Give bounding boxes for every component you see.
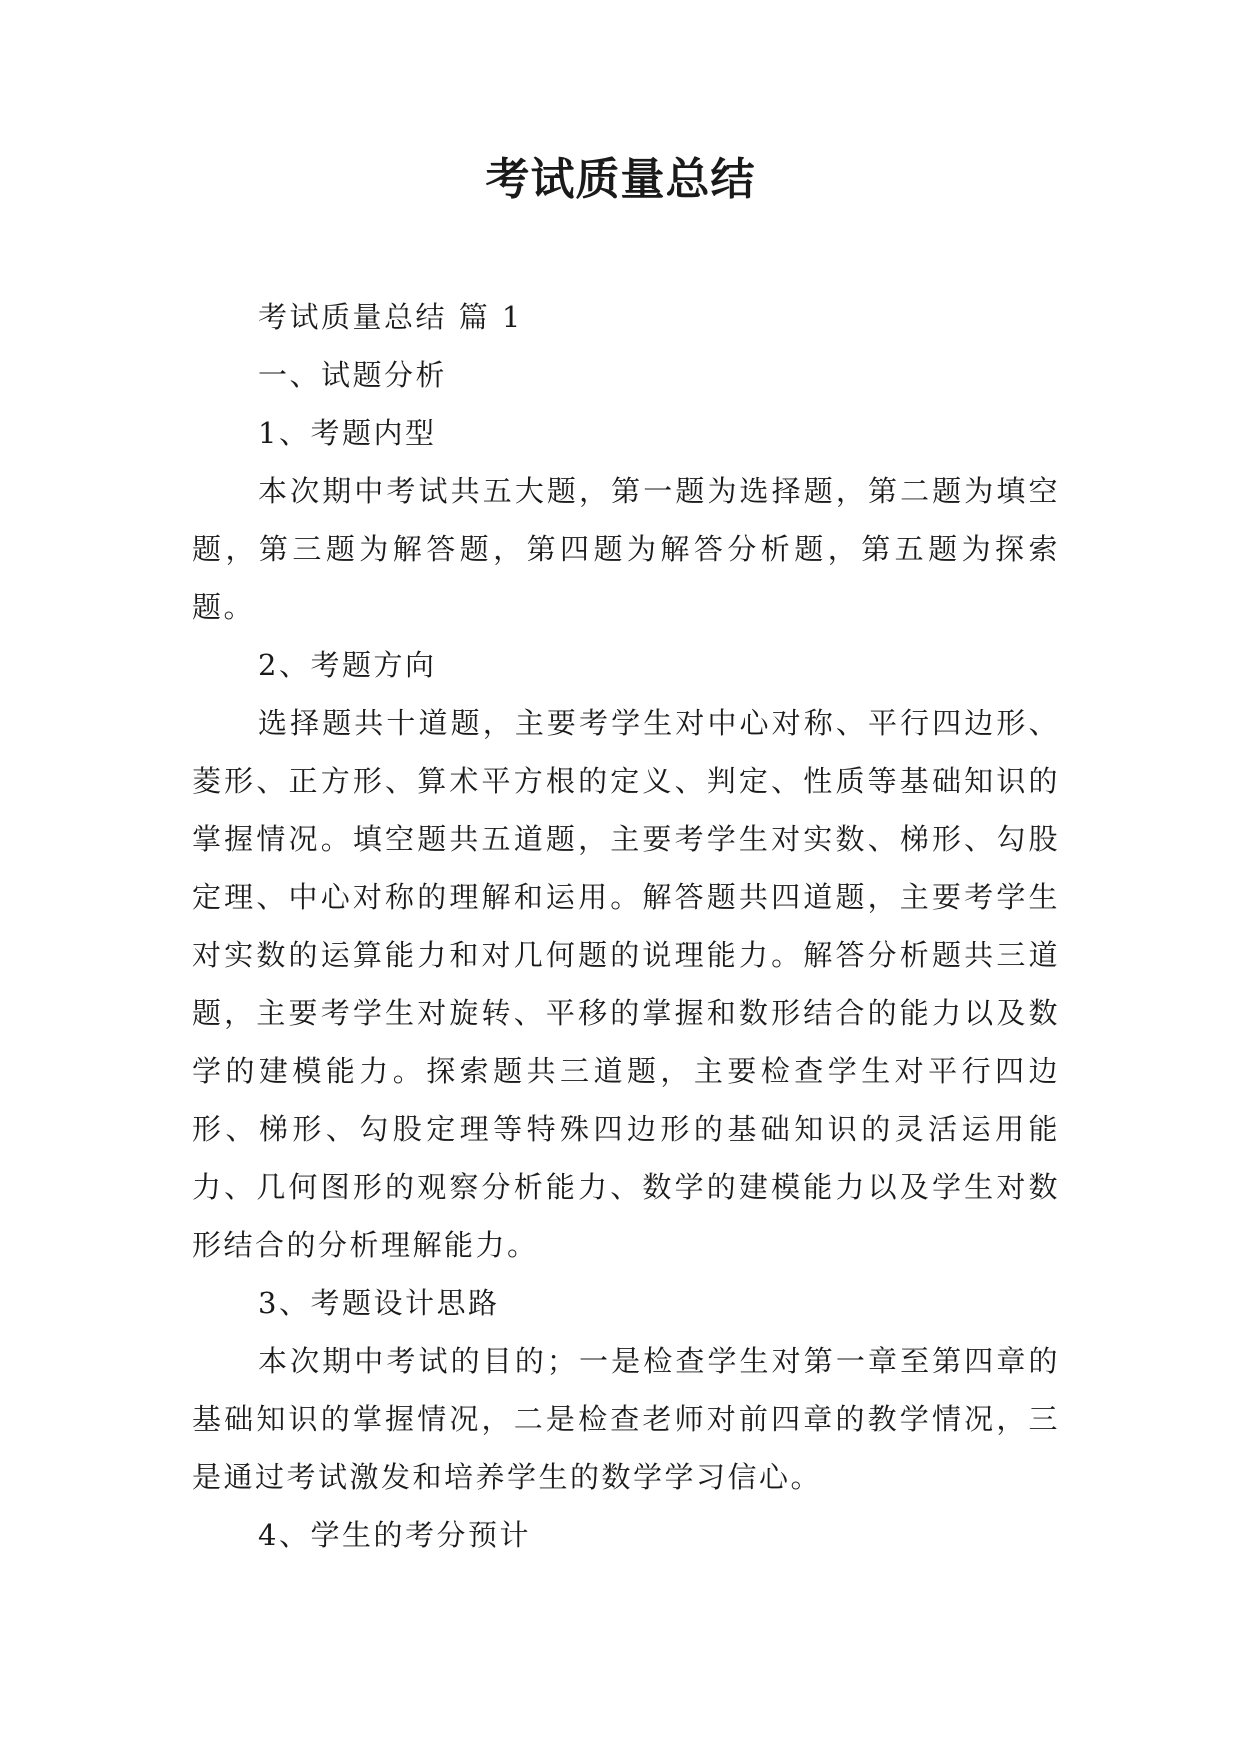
paragraph-design-approach: 本次期中考试的目的；一是检查学生对第一章至第四章的基础知识的掌握情况，二是检查老师对前四章的教学情况，三是通过考试激发和培养学生的数学学习信心。: [192, 1344, 1060, 1494]
paragraph-question-types: 本次期中考试共五大题，第一题为选择题，第二题为填空题，第三题为解答题，第四题为解答分析题，第五题为探索题。: [192, 474, 1060, 624]
document-body: [192, 288, 1060, 1564]
subheading-score-estimate: 4、学生的考分预计: [258, 1518, 531, 1552]
subheading-question-types: 1、考题内型: [258, 416, 437, 450]
subheading-question-direction: 2、考题方向: [258, 648, 437, 682]
section-heading-part-1: 考试质量总结 篇 1: [258, 300, 523, 334]
subheading-design-approach: 3、考题设计思路: [258, 1286, 500, 1320]
heading-question-analysis: 一、试题分析: [258, 358, 448, 392]
paragraph-question-direction: 选择题共十道题，主要考学生对中心对称、平行四边形、菱形、正方形、算术平方根的定义、判定、性质等基础知识的掌握情况。填空题共五道题，主要考学生对实数、梯形、勾股定理、中心对称的理解和运用。解答题共四道题，主要考学生对实数的运算能力和对几何题的说理能力。解答分析题共三道题，主要考学生对旋转、平移的掌握和数形结合的能力以及数学的建模能力。探索题共三道题，主要检查学生对平行四边形、梯形、勾股定理等特殊四边形的基础知识的灵活运用能力、几何图形的观察分析能力、数学的建模能力以及学生对数形结合的分析理解能力。: [192, 706, 1060, 1262]
document-title: 考试质量总结: [485, 154, 756, 205]
